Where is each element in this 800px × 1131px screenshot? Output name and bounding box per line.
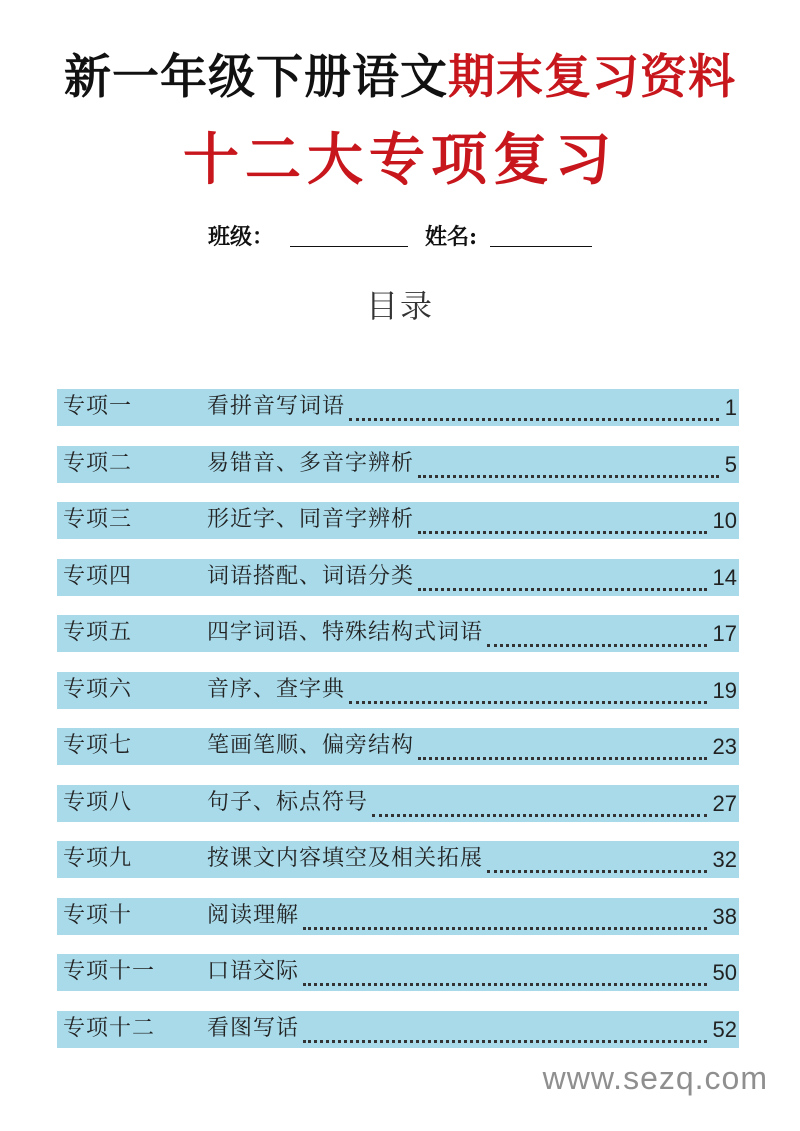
- toc-title: 易错音、多音字辨析: [207, 450, 415, 476]
- toc-code: 专项一: [63, 394, 133, 419]
- toc-row[interactable]: [57, 841, 739, 878]
- toc-leader-dots: [303, 1014, 707, 1043]
- toc-leader-dots: [487, 618, 707, 647]
- toc-leader-dots: [303, 901, 707, 930]
- toc-title: 音序、查字典: [207, 676, 346, 702]
- toc-code: 专项十: [63, 902, 133, 928]
- toc-row[interactable]: [57, 615, 739, 652]
- toc-page-number: 27: [712, 790, 737, 816]
- toc-page-number: 52: [712, 1016, 737, 1042]
- toc-title: 阅读理解: [207, 902, 300, 928]
- toc-row[interactable]: [57, 785, 739, 822]
- toc-title: 看图写话: [207, 1015, 300, 1041]
- toc-title: 按课文内容填空及相关拓展: [207, 846, 484, 871]
- toc-row[interactable]: [57, 728, 739, 765]
- toc-title: 词语搭配、词语分类: [207, 563, 415, 589]
- toc-code: 专项四: [63, 563, 133, 589]
- toc-row[interactable]: [57, 672, 739, 709]
- toc-code: 专项三: [63, 507, 133, 532]
- toc-code: 专项十一: [63, 959, 156, 984]
- toc-page-number: 10: [712, 508, 737, 533]
- toc-page-number: 5: [724, 451, 737, 477]
- toc-leader-dots: [418, 731, 707, 760]
- title-part-black: 新一年级下册语文: [64, 50, 448, 105]
- toc-page-number: 1: [724, 395, 737, 420]
- toc-leader-dots: [372, 788, 707, 817]
- toc-leader-dots: [418, 505, 707, 534]
- toc-row[interactable]: [57, 1011, 739, 1048]
- toc-leader-dots: [418, 562, 707, 591]
- name-blank-line[interactable]: [490, 224, 592, 247]
- toc-leader-dots: [349, 675, 707, 704]
- toc-leader-dots: [349, 392, 719, 421]
- toc-row[interactable]: [57, 446, 739, 483]
- toc-page-number: 14: [712, 564, 737, 590]
- toc-code: 专项七: [63, 733, 133, 758]
- toc-row[interactable]: [57, 559, 739, 596]
- page-title: [0, 48, 800, 108]
- toc-code: 专项六: [63, 676, 133, 702]
- class-label: 班级：: [208, 224, 275, 250]
- toc-title: 四字词语、特殊结构式词语: [207, 620, 484, 645]
- toc-title: 形近字、同音字辨析: [207, 507, 415, 532]
- toc-row[interactable]: [57, 898, 739, 935]
- toc-title: 看拼音写词语: [207, 394, 346, 419]
- toc-row[interactable]: [57, 954, 739, 991]
- toc-code: 专项十二: [63, 1015, 156, 1041]
- toc-leader-dots: [303, 957, 707, 986]
- toc-heading: 目录: [365, 287, 434, 325]
- toc-leader-dots: [418, 449, 719, 478]
- toc-code: 专项八: [63, 789, 133, 815]
- toc-code: 专项九: [63, 846, 133, 871]
- toc-page-number: 19: [712, 677, 737, 703]
- toc-title: 句子、标点符号: [207, 789, 369, 815]
- name-label: 姓名:: [425, 224, 478, 250]
- watermark: www.sezq.com: [542, 1060, 768, 1096]
- toc-page-number: 32: [712, 847, 737, 872]
- toc-page-number: 38: [712, 903, 737, 929]
- toc-page-number: 17: [712, 621, 737, 646]
- class-blank-line[interactable]: [290, 224, 408, 247]
- toc-title: 口语交际: [207, 959, 300, 984]
- toc-title: 笔画笔顺、偏旁结构: [207, 733, 415, 758]
- toc-page-number: 23: [712, 734, 737, 759]
- page-subtitle: 十二大专项复习: [183, 127, 617, 193]
- toc-code: 专项二: [63, 450, 133, 476]
- title-part-red: 期末复习资料: [448, 50, 736, 105]
- toc-row[interactable]: [57, 502, 739, 539]
- toc-row[interactable]: [57, 389, 739, 426]
- toc-code: 专项五: [63, 620, 133, 645]
- toc-leader-dots: [487, 844, 707, 873]
- toc-page-number: 50: [712, 960, 737, 985]
